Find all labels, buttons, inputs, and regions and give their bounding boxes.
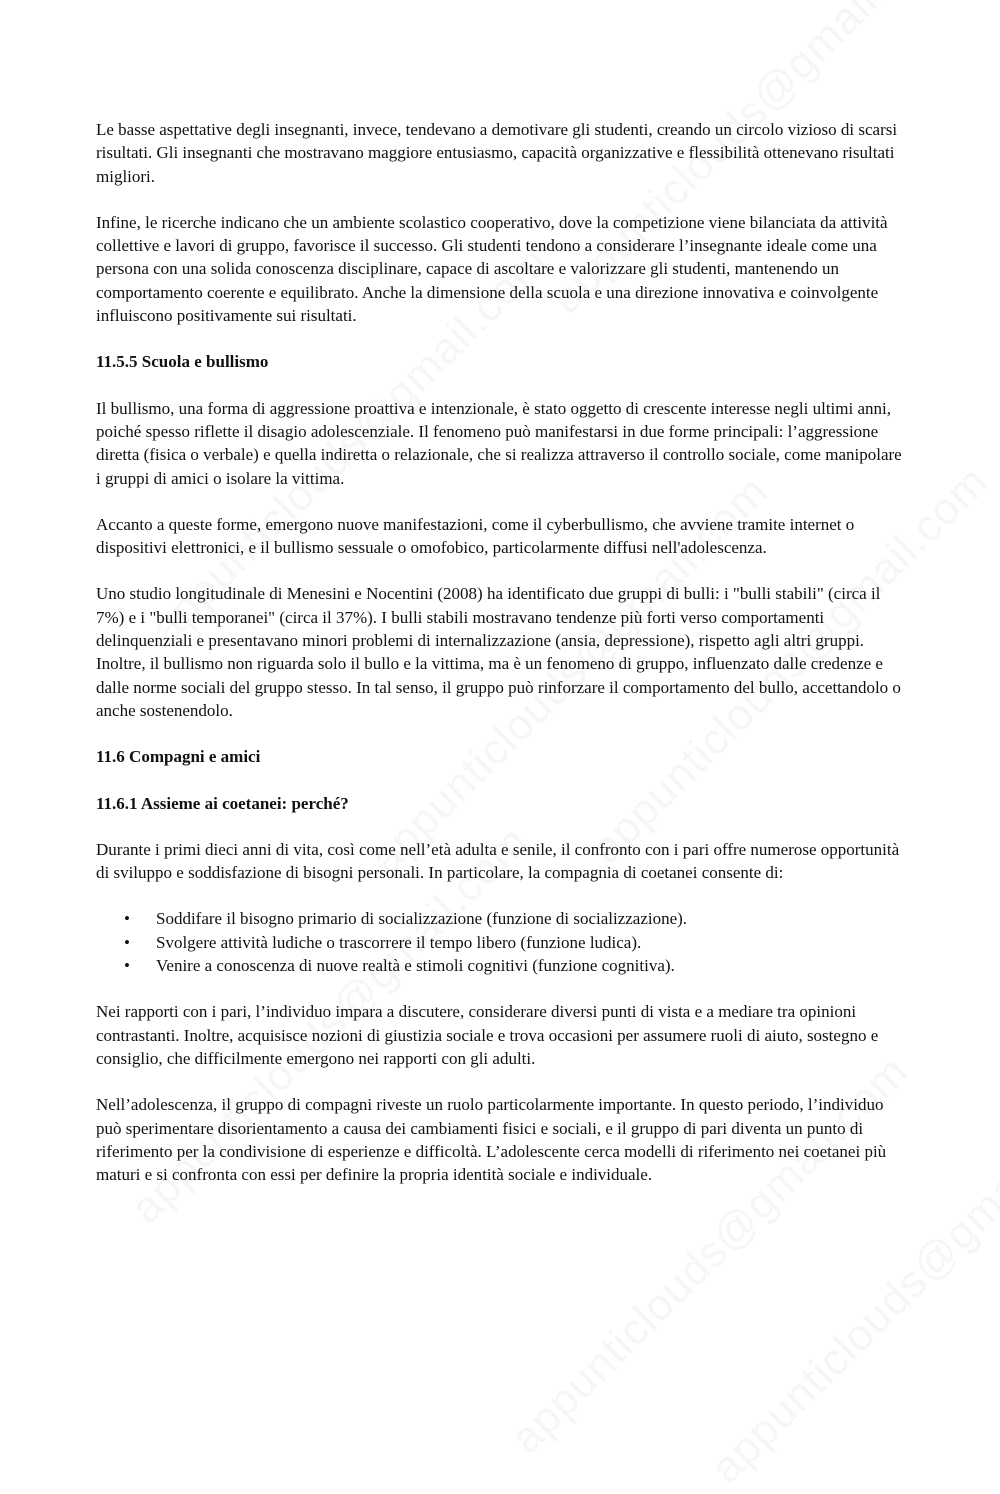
paragraph: Il bullismo, una forma di aggressione proattiva e intenzionale, è stato oggetto di crescente interesse negli ultimi anni, poiché spesso riflette il disagio adolescenziale. Il fenomeno può manifestarsi in due forme principali: l’aggressione diretta (fisica o verbale) e quella indiretta o relazionale, che si realizza attraverso il controllo sociale, come manipolare i gruppi di amici o isolare la vittima. xyxy=(96,398,902,488)
list-item-text: Venire a conoscenza di nuove realtà e stimoli cognitivi (funzione cognitiva). xyxy=(156,956,675,976)
paragraph: Uno studio longitudinale di Menesini e Nocentini (2008) ha identificato due gruppi di bulli: i "bulli stabili" (circa il 7%) e i "bulli temporanei" (circa il 37%). I bulli stabili mostravano tendenze più forti verso comportamenti delinquenziali e presentavano minori problemi di internalizzazione (ansia, depressione), rispetto agli altri gruppi. Inoltre, il bullismo non riguarda solo il bullo e la vittima, ma è un fenomeno di gruppo, influenzato dalle credenze e dalle norme sociali del gruppo stesso. In tal senso, il gruppo può rinforzare il comportamento del bullo, accettandolo o anche sostenendolo. xyxy=(96,584,901,720)
paragraph: Nell’adolescenza, il gruppo di compagni riveste un ruolo particolarmente importante. In questo periodo, l’individuo può sperimentare disorientamento a causa dei cambiamenti fisici e sociali, e il gruppo di pari diventa un punto di riferimento per la condivisione di esperienze e difficoltà. L’adolescente cerca modelli di riferimento nei coetanei più maturi e si confronta con essi per definire la propria identità sociale e individuale. xyxy=(96,1095,887,1185)
list-item xyxy=(96,954,904,977)
paragraph: Infine, le ricerche indicano che un ambiente scolastico cooperativo, dove la competizione viene bilanciata da attività collettive e lavori di gruppo, favorisce il successo. Gli studenti tendono a considerare l’insegnante ideale come una persona con una solida conoscenza disciplinare, capace di ascoltare e valorizzare gli studenti, mantenendo un comportamento coerente e equilibrato. Anche la dimensione della scuola e una direzione innovativa e coinvolgente influiscono positivamente sui risultati. xyxy=(96,212,888,326)
list-item-text: Soddifare il bisogno primario di socializzazione (funzione di socializzazione). xyxy=(156,909,688,929)
section-heading: 11.6 Compagni e amici xyxy=(96,747,261,767)
bullet-icon: • xyxy=(124,932,130,952)
bullet-icon: • xyxy=(124,956,130,976)
paragraph: Le basse aspettative degli insegnanti, invece, tendevano a demotivare gli studenti, creando un circolo vizioso di scarsi risultati. Gli insegnanti che mostravano maggiore entusiasmo, capacità organizzative e flessibilità ottenevano risultati migliori. xyxy=(96,120,898,186)
bullet-icon: • xyxy=(124,909,130,929)
section-heading: 11.6.1 Assieme ai coetanei: perché? xyxy=(96,793,349,813)
bullet-list xyxy=(96,907,904,977)
paragraph: Nei rapporti con i pari, l’individuo impara a discutere, considerare diversi punti di vista e a mediare tra opinioni contrastanti. Inoltre, acquisisce nozioni di giustizia sociale e trova occasioni per assumere ruoli di aiuto, sostegno e consiglio, che difficilmente emergono nei rapporti con gli adulti. xyxy=(96,1002,879,1068)
list-item xyxy=(96,907,904,930)
paragraph: Durante i primi dieci anni di vita, così come nell’età adulta e senile, il confronto con i pari offre numerose opportunità di sviluppo e soddisfazione di bisogni personali. In particolare, la compagnia di coetanei consente di: xyxy=(96,839,900,883)
list-item xyxy=(96,931,904,954)
section-heading: 11.5.5 Scuola e bullismo xyxy=(96,352,269,372)
document-body xyxy=(96,118,904,1209)
list-item-text: Svolgere attività ludiche o trascorrere il tempo libero (funzione ludica). xyxy=(156,932,642,952)
paragraph: Accanto a queste forme, emergono nuove manifestazioni, come il cyberbullismo, che avviene tramite internet o dispositivi elettronici, e il bullismo sessuale o omofobico, particolarmente diffusi nell'adolescenza. xyxy=(96,514,855,558)
